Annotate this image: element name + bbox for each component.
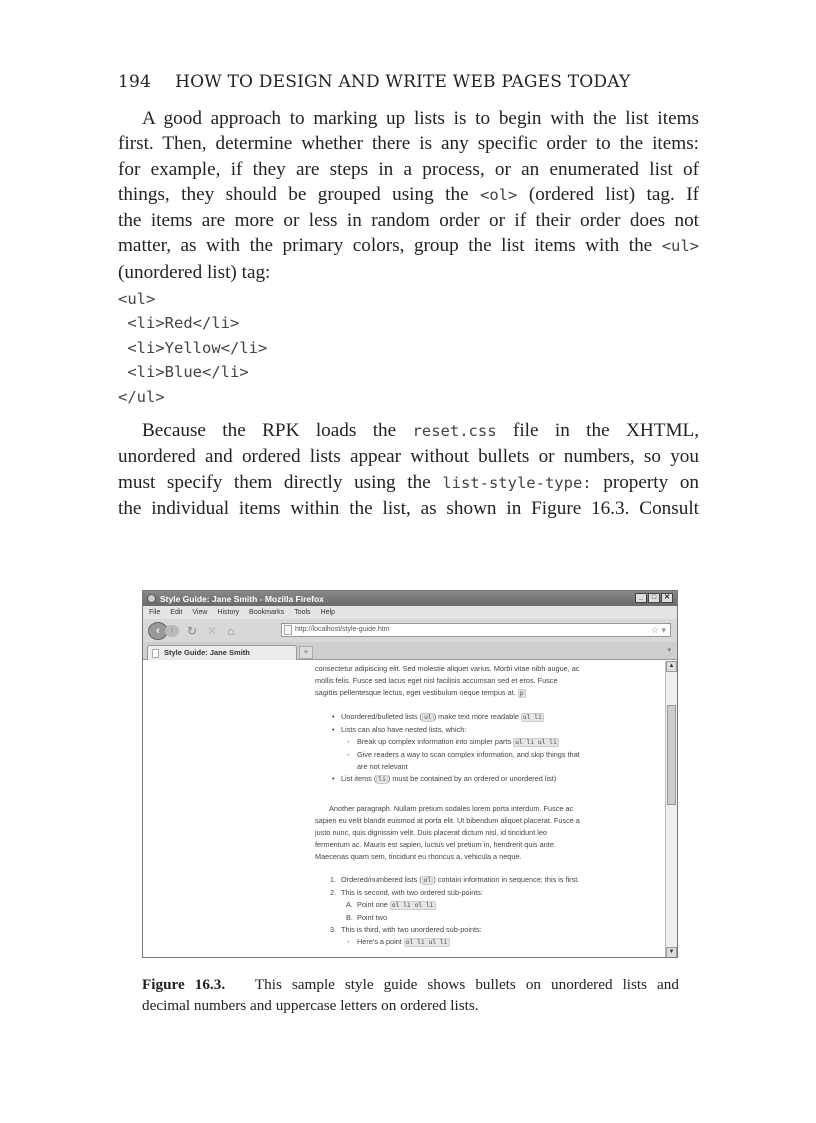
tab-style-guide[interactable] bbox=[147, 645, 297, 660]
text-line: the items are more or less in random order or if their order does not bbox=[118, 210, 699, 232]
text-line: things, they should be grouped using the <ol> (ordered list) tag. If bbox=[118, 183, 700, 205]
list-item: • Unordered/bulleted lists ( ul ) make text more readable ul li bbox=[315, 711, 655, 724]
page-icon bbox=[284, 625, 292, 635]
menu-history[interactable]: History bbox=[217, 609, 240, 616]
inline-code: reset.css bbox=[412, 422, 497, 440]
code-line: <li>Yellow</li> bbox=[118, 338, 268, 357]
inline-code: <ol> bbox=[480, 185, 518, 204]
text-line: A good approach to marking up lists is to begin with the list items bbox=[142, 108, 699, 129]
menu-bookmarks[interactable]: Bookmarks bbox=[249, 609, 285, 616]
scroll-up-icon[interactable]: ▲ bbox=[666, 661, 677, 672]
tab-title: Style Guide: Jane Smith bbox=[164, 648, 250, 657]
url-bar[interactable] bbox=[281, 623, 671, 637]
vertical-scrollbar[interactable] bbox=[665, 661, 677, 958]
menu-file[interactable]: File bbox=[149, 609, 161, 616]
tab-list-icon[interactable]: ▾ bbox=[667, 647, 671, 654]
page-content bbox=[143, 661, 665, 958]
text-line: the individual items within the list, as shown in Figure 16.3. Consult bbox=[118, 497, 699, 519]
text-line: must specify them directly using the list-style-type: property on bbox=[118, 471, 700, 493]
code-line: </ul> bbox=[118, 387, 165, 406]
scroll-thumb[interactable] bbox=[667, 705, 676, 805]
running-header bbox=[118, 72, 630, 92]
minimize-icon[interactable]: _ bbox=[635, 593, 647, 603]
running-title: HOW TO DESIGN AND WRITE WEB PAGES TODAY bbox=[175, 72, 631, 92]
inline-code: list-style-type: bbox=[442, 473, 592, 492]
maximize-icon[interactable]: □ bbox=[648, 593, 660, 603]
code-line: <li>Blue</li> bbox=[118, 363, 249, 382]
text-line: unordered and ordered lists appear without bullets or numbers, so you bbox=[118, 446, 699, 468]
content-paragraph: consectetur adipiscing elit. Sed molestie aliquet varius. Morbi vitae nibh augue, ac mollis felis. Fusce sed lacus eget nisl facilisis accumsan sed et eros. Fusce sagittis pellentesque lectus, eget vestibulum neque tempus at. p bbox=[315, 664, 580, 697]
list-item: ◦ Here's a point ol li ul li bbox=[315, 936, 655, 949]
menu-edit[interactable]: Edit bbox=[170, 609, 183, 616]
code-line: <ul> bbox=[118, 290, 156, 308]
list-item: A. Point one ol li ol li bbox=[346, 899, 434, 909]
window-title: Style Guide: Jane Smith - Mozilla Firefox bbox=[160, 593, 324, 604]
stop-icon[interactable]: ✕ bbox=[207, 623, 218, 638]
text-line: Because the RPK loads the reset.css file in the XHTML, bbox=[142, 420, 700, 441]
content-ordered-list bbox=[315, 874, 655, 948]
content-unordered-list bbox=[315, 711, 655, 785]
code-line: <li>Red</li> bbox=[118, 314, 240, 333]
list-item: • List items ( li ) must be contained by an ordered or unordered list) bbox=[315, 773, 655, 786]
url-text: http://localhost/style-guide.htm bbox=[295, 626, 390, 633]
caption-line: decimal numbers and uppercase letters on ordered lists. bbox=[142, 996, 479, 1014]
text-line: (unordered list) tag: bbox=[118, 261, 271, 283]
inline-code: p bbox=[519, 689, 524, 697]
home-icon[interactable]: ⌂ bbox=[227, 623, 235, 638]
bookmark-star-icon[interactable]: ☆ ▾ bbox=[650, 625, 666, 635]
firefox-icon bbox=[147, 594, 156, 603]
list-item: 3. This is third, with two unordered sub-points: bbox=[330, 924, 482, 934]
list-item: 2. This is second, with two ordered sub-points: bbox=[330, 887, 483, 897]
caption-line: Figure 16.3. This sample style guide shows bullets on unordered lists and bbox=[142, 976, 679, 993]
figure-caption bbox=[142, 975, 679, 1016]
list-item: 1. Ordered/numbered lists ( ol ) contain information in sequence; this is first. bbox=[330, 875, 580, 884]
browser-screenshot-figure bbox=[142, 590, 678, 958]
list-item: • Lists can also have nested lists, which: bbox=[315, 724, 655, 736]
back-icon[interactable]: ‹ bbox=[148, 622, 168, 640]
forward-icon[interactable]: › bbox=[165, 625, 179, 637]
menu-view[interactable]: View bbox=[192, 609, 208, 616]
page-icon bbox=[152, 649, 159, 658]
code-block bbox=[118, 287, 267, 409]
figure-label: Figure 16.3. bbox=[142, 976, 226, 993]
menu-bar bbox=[143, 606, 677, 619]
list-item: ◦ Break up complex information into simpler parts ul li ul li bbox=[315, 736, 655, 749]
list-item-continued: are not relevant bbox=[357, 761, 408, 771]
content-paragraph: Another paragraph. Nullam pretium sodales lorem porta interdum. Fusce ac sapien eu velit blandit euismod at porta elit. Ut bibendum aliquet placerat. Fusce a justo nunc, quis dignissim velit. Duis placerat dictum nisl, id tincidunt leo fermentum ac. Mauris est sapien, luctus vel pretium in, hendrerit quis ante. Maecenas quam sem, tincidunt eu rhoncus a, vehicula a neque. bbox=[315, 804, 580, 861]
window-controls bbox=[634, 593, 673, 603]
menu-tools[interactable]: Tools bbox=[294, 609, 311, 616]
paragraph-lists-intro bbox=[118, 106, 699, 285]
text-line: matter, as with the primary colors, group the list items with the <ul> bbox=[118, 235, 700, 257]
new-tab-icon[interactable]: + bbox=[299, 646, 313, 659]
scroll-down-icon[interactable]: ▼ bbox=[666, 947, 677, 958]
menu-help[interactable]: Help bbox=[320, 609, 335, 616]
window-titlebar bbox=[143, 591, 677, 606]
close-icon[interactable]: ✕ bbox=[661, 593, 673, 603]
page-number: 194 bbox=[118, 72, 152, 92]
navigation-toolbar bbox=[143, 619, 677, 642]
reload-icon[interactable]: ↻ bbox=[187, 623, 198, 638]
tab-bar bbox=[143, 642, 677, 660]
list-item: ◦ Give readers a way to scan complex information, and skip things that bbox=[315, 749, 655, 761]
paragraph-reset-css bbox=[118, 418, 699, 521]
text-line: first. Then, determine whether there is any specific order to the items: bbox=[118, 133, 699, 155]
text-line: for example, if they are steps in a process, or an enumerated list of bbox=[118, 158, 699, 180]
inline-code: <ul> bbox=[661, 237, 700, 256]
list-item: B. Point two bbox=[346, 912, 388, 922]
